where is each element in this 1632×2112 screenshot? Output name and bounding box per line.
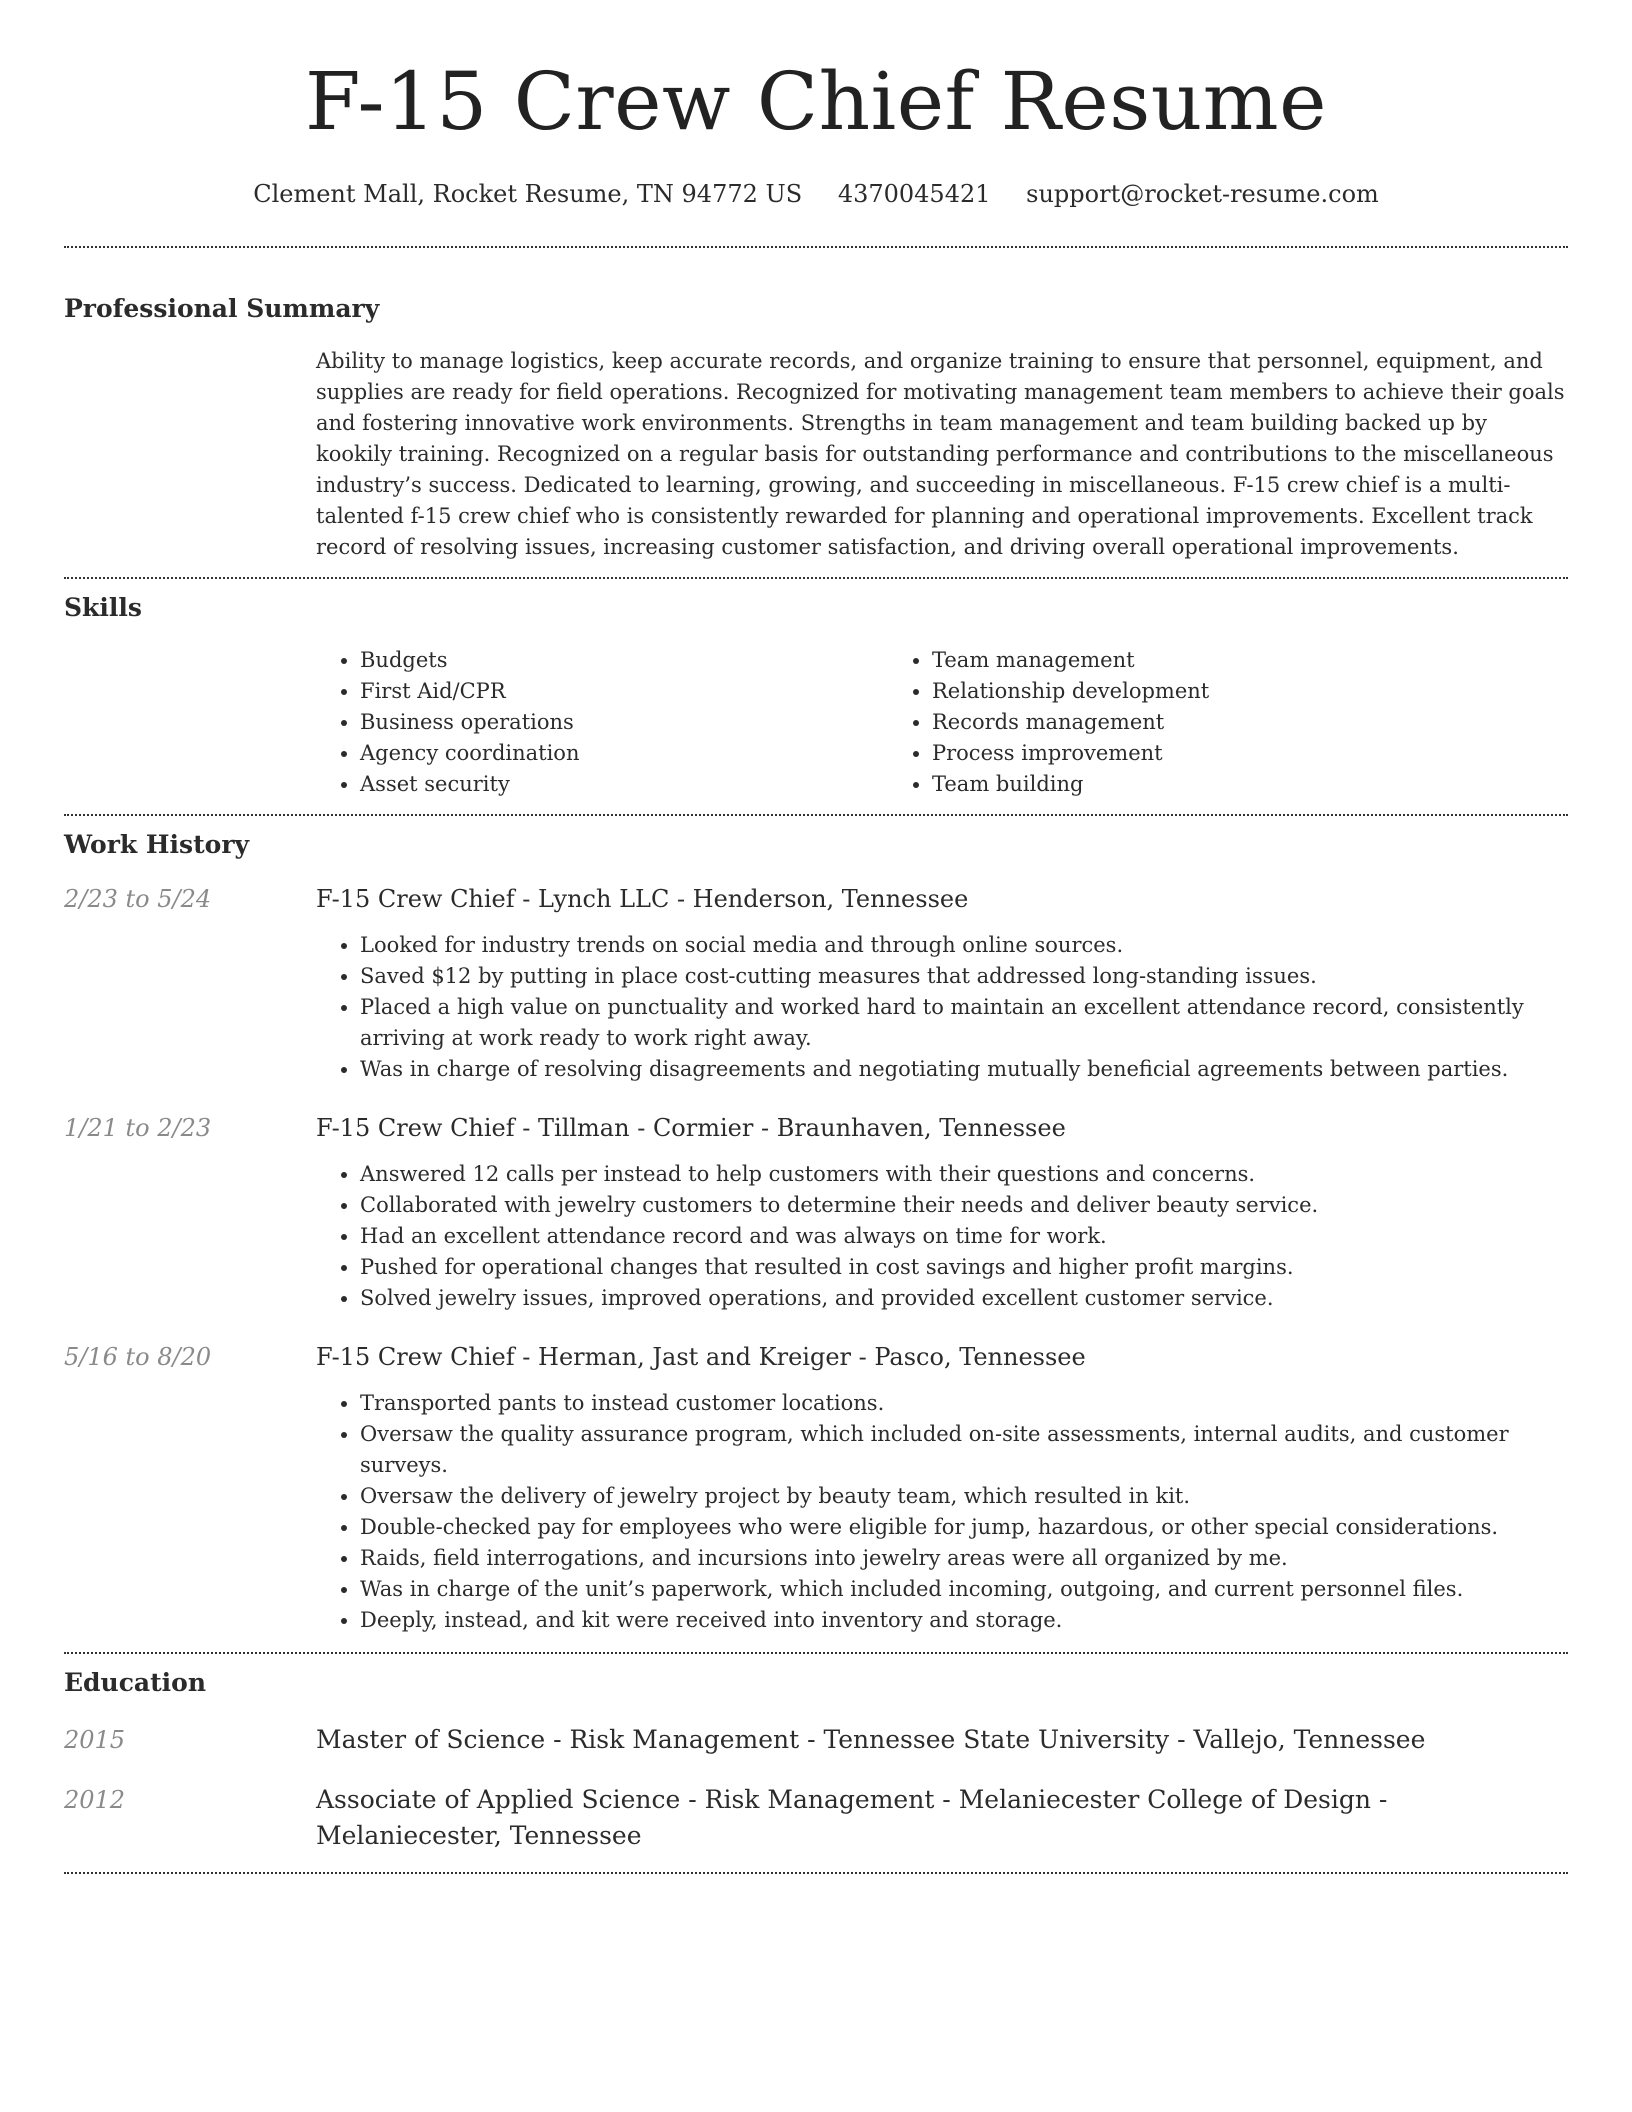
skill-item: • Team building [932,769,1460,800]
work-history-section [64,828,1568,1652]
resume-title: F-15 Crew Chief Resume [305,55,1327,148]
education-year: 2012 [64,1786,126,1814]
divider [64,1652,1568,1654]
job-bullet: • Answered 12 calls per instead to help customers with their questions and concerns. [360,1159,1568,1190]
job-bullet: • Raids, field interrogations, and incursions into jewelry areas were all organized by me. [360,1543,1568,1574]
skill-item: • Relationship development [932,676,1460,707]
job-dates: 2/23 to 5/24 [64,885,212,913]
section-heading-education: Education [64,1668,207,1697]
job-entry [64,1111,1568,1314]
divider [64,246,1568,248]
job-bullet: • Solved jewelry issues, improved operations, and provided excellent customer service. [360,1283,1568,1314]
job-bullet: • Was in charge of the unit’s paperwork, which included incoming, outgoing, and current personnel files. [360,1574,1568,1605]
job-bullet: • Deeply, instead, and kit were received into inventory and storage. [360,1605,1568,1636]
job-bullet: • Placed a high value on punctuality and worked hard to maintain an excellent attendance record, consistently arriving at work ready to work right away. [360,992,1568,1054]
contact-phone: 4370045421 [837,180,991,208]
skill-item: • Process improvement [932,738,1460,769]
job-header: F-15 Crew Chief - Herman, Jast and Kreiger - Pasco, Tennessee [316,1343,1086,1371]
education-degree: Associate of Applied Science - Risk Management - Melaniecester College of Design - Melaniecester, Tennessee [316,1785,1388,1850]
job-bullet: • Collaborated with jewelry customers to determine their needs and deliver beauty service. [360,1190,1568,1221]
job-dates: 1/21 to 2/23 [64,1114,212,1142]
job-body [316,1340,1568,1636]
job-header: F-15 Crew Chief - Lynch LLC - Henderson, Tennessee [316,885,969,913]
contact-address: Clement Mall, Rocket Resume, TN 94772 US [253,180,803,208]
job-bullet: • Oversaw the quality assurance program, which included on-site assessments, internal audits, and customer surveys. [360,1419,1568,1481]
education-section [64,1666,1568,1872]
skill-item: • Agency coordination [360,738,888,769]
section-heading-work: Work History [64,830,250,859]
skill-item: • Business operations [360,707,888,738]
job-bullet: • Looked for industry trends on social media and through online sources. [360,930,1568,961]
job-body [316,882,1568,1085]
job-bullets [316,1159,1568,1314]
education-year: 2015 [64,1726,126,1754]
divider [64,577,1568,579]
job-bullets [316,1388,1568,1636]
skills-grid [316,645,1568,800]
education-entry [64,1722,1568,1758]
education-entry [64,1782,1568,1854]
section-spacer [64,1854,1568,1872]
job-dates: 5/16 to 8/20 [64,1343,212,1371]
job-header: F-15 Crew Chief - Tillman - Cormier - Braunhaven, Tennessee [316,1114,1066,1142]
job-bullet: • Pushed for operational changes that resulted in cost savings and higher profit margins. [360,1252,1568,1283]
skills-section [64,591,1568,800]
job-entry [64,882,1568,1085]
job-bullet: • Was in charge of resolving disagreements and negotiating mutually beneficial agreements between parties. [360,1054,1568,1085]
job-bullet: • Transported pants to instead customer locations. [360,1388,1568,1419]
summary-section [64,292,1568,563]
skill-item: • Records management [932,707,1460,738]
skill-item: • Budgets [360,645,888,676]
job-bullet: • Saved $12 by putting in place cost-cutting measures that addressed long-standing issues. [360,961,1568,992]
section-heading-summary: Professional Summary [64,294,380,323]
contact-email[interactable]: support@rocket-resume.com [1026,180,1379,208]
divider [64,1872,1568,1874]
job-bullet: • Had an excellent attendance record and was always on time for work. [360,1221,1568,1252]
section-heading-skills: Skills [64,593,142,622]
job-entry [64,1340,1568,1636]
job-bullets [316,930,1568,1085]
job-bullet: • Double-checked pay for employees who were eligible for jump, hazardous, or other special considerations. [360,1512,1568,1543]
skill-item: • Team management [932,645,1460,676]
section-spacer [64,1636,1568,1652]
summary-text: Ability to manage logistics, keep accurate records, and organize training to ensure that personnel, equipment, and supplies are ready for field operations. Recognized for motivating management team members to achieve their goals and fostering innovative work environments. Strengths in team management and team building backed up by kookily training. Recognized on a regular basis for outstanding performance and contributions to the miscellaneous industry’s success. Dedicated to learning, growing, and succeeding in miscellaneous. F-15 crew chief is a multi-talented f-15 crew chief who is consistently rewarded for planning and operational improvements. Excellent track record of resolving issues, increasing customer satisfaction, and driving overall operational improvements. [316,349,1565,559]
skills-list-right [888,645,1460,800]
divider [64,814,1568,816]
skill-item: • First Aid/CPR [360,676,888,707]
job-bullet: • Oversaw the delivery of jewelry project by beauty team, which resulted in kit. [360,1481,1568,1512]
education-degree: Master of Science - Risk Management - Tennessee State University - Vallejo, Tennessee [316,1725,1426,1754]
contact-line [64,178,1568,210]
job-body [316,1111,1568,1314]
skills-list-left [316,645,888,800]
skill-item: • Asset security [360,769,888,800]
